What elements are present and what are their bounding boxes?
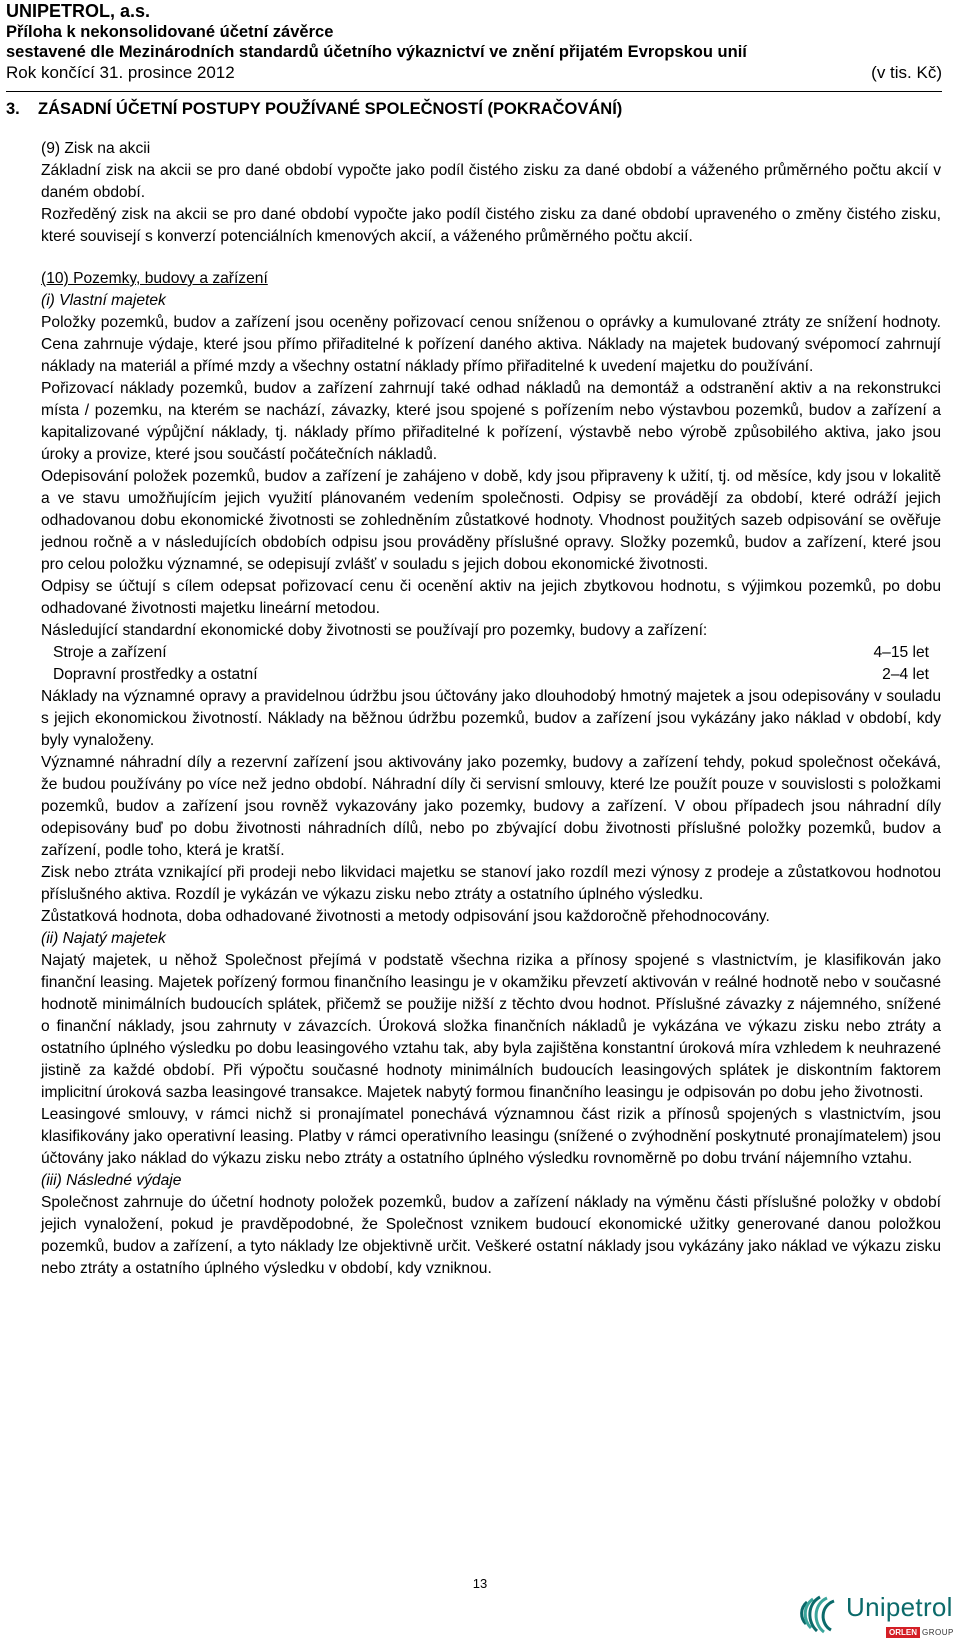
document-body	[41, 138, 941, 1280]
company-name: UNIPETROL, a.s.	[6, 1, 151, 21]
ppe-heading: (10) Pozemky, budovy a zařízení	[41, 270, 268, 287]
useful-life-value: 2–4 let	[882, 666, 929, 683]
useful-lives-table	[41, 642, 941, 686]
useful-life-row	[41, 642, 941, 664]
page-number: 13	[472, 1576, 488, 1591]
subsequent-costs-heading: (iii) Následné výdaje	[41, 1172, 182, 1189]
eps-paragraph-basic: Základní zisk na akcii se pro dané období vypočte jako podíl čistého zisku za dané období a váženého průměrného počtu akcií v daném období.	[41, 162, 941, 201]
useful-life-label: Dopravní prostředky a ostatní	[53, 666, 258, 683]
standard-line: sestavené dle Mezinárodních standardů účetního výkaznictví ve znění přijatém Evropskou unií	[6, 43, 747, 61]
useful-life-label: Stroje a zařízení	[53, 644, 167, 661]
page-header	[6, 0, 942, 84]
orlen-group-badge	[886, 1626, 954, 1638]
owned-assets-heading: (i) Vlastní majetek	[41, 292, 166, 309]
ppe-paragraph-4: Odpisy se účtují s cílem odepsat pořizovací cenu či ocenění aktiv na jejich zbytkovou hodnotu, s výjimkou pozemků, po dobu odhadované životnosti majetku lineární metodou.	[41, 578, 941, 617]
section-heading	[6, 100, 622, 119]
eps-paragraph-diluted: Rozředěný zisk na akcii se pro dané období vypočte jako podíl čistého zisku za dané období upraveného o změny čistého zisku, které souvisejí s konverzí potenciálních kmenových akcií, a váženého průměrného počtu akcií.	[41, 206, 941, 245]
ppe-paragraph-5: Následující standardní ekonomické doby životnosti se používají pro pozemky, budovy a zařízení:	[41, 622, 708, 639]
period-line	[6, 62, 942, 84]
unipetrol-logo	[794, 1590, 954, 1640]
orlen-label: ORLEN	[886, 1627, 920, 1638]
leased-paragraph-2: Leasingové smlouvy, v rámci nichž si pronajímatel ponechává významnou část rizik a přínosů spojených s vlastnictvím, jsou klasifikovány jako operativní leasing. Platby v rámci operativního leasingu (snížené o zvýhodnění poskytnuté pronajímatelem) jsou účtovány jako náklad do výkazu zisku nebo ztráty a ostatního úplného výsledku rovnoměrně po dobu trvání nájemního vztahu.	[41, 1106, 941, 1167]
useful-life-value: 4–15 let	[873, 644, 929, 661]
currency-label: (v tis. Kč)	[871, 63, 942, 82]
annex-title: Příloha k nekonsolidované účetní závěrce	[6, 23, 334, 41]
eps-heading: (9) Zisk na akcii	[41, 140, 151, 157]
header-divider	[6, 91, 942, 92]
leased-assets-heading: (ii) Najatý majetek	[41, 930, 166, 947]
ppe-paragraph-3: Odepisování položek pozemků, budov a zařízení je zahájeno v době, kdy jsou připraveny k užití, tj. od měsíce, kdy jsou v lokalitě a ve stavu umožňujícím jejich využití plánovaném vedením společnosti. Odpisy se provádějí za období, které odráží jejich odhadovanou dobu ekonomické životnosti se zohledněním zůstatkové hodnoty. Vhodnost použitých sazeb odpisování se ověřuje jednou ročně a v následujících obdobích odpisu jsou prováděny příslušné opravy. Složky pozemků, budov a zařízení, které jsou pro celou položku významné, se odepisují zvlášť v souladu s jejich dobou ekonomické životnosti.	[41, 468, 941, 573]
period-label: Rok končící 31. prosince 2012	[6, 63, 235, 82]
ppe-paragraph-7: Významné náhradní díly a rezervní zařízení jsou aktivovány jako pozemky, budovy a zařízení tehdy, pokud společnost očekává, že budou používány po více než jedno období. Náhradní díly či servisní smlouvy, které lze použít pouze v souvislosti s položkami pozemků, budov a zařízení jsou rovněž vykazovány jako pozemky, budovy a zařízení. V obou případech jsou náhradní díly odepisovány buď po dobu životnosti náhradních dílů, nebo po zbývající dobu životnosti příslušné položky pozemků, budov a zařízení, podle toho, která je kratší.	[41, 754, 941, 859]
ppe-paragraph-2: Pořizovací náklady pozemků, budov a zařízení zahrnují také odhad nákladů na demontáž a odstranění aktiv a na rekonstrukci místa / pozemku, na kterém se nachází, závazky, které jsou spojené s pořízením nebo výstavbou pozemků, budov a zařízení a kapitalizované výpůjční náklady, tj. náklady přímo přiřaditelné k pořízení, výstavbě nebo výrobě způsobilého aktiva, jako jsou úroky a provize, které jsou součástí počátečních nákladů.	[41, 380, 941, 463]
subsequent-costs-paragraph: Společnost zahrnuje do účetní hodnoty položek pozemků, budov a zařízení náklady na výměnu části příslušné položky v období jejich vynaložení, pokud je pravděpodobné, že Společnost vznikem budoucí ekonomické užitky generované danou položkou pozemků, budov a zařízení, a tyto náklady lze objektivně určit. Veškeré ostatní náklady jsou vykázány jako náklad ve výkazu zisku nebo ztráty a ostatního úplného výsledku v období, kdy vzniknou.	[41, 1194, 941, 1277]
logo-mark-icon	[794, 1590, 844, 1640]
ppe-paragraph-8: Zisk nebo ztráta vznikající při prodeji nebo likvidaci majetku se stanoví jako rozdíl mezi výnosy z prodeje a zůstatkovou hodnotou příslušného aktiva. Rozdíl je vykázán ve výkazu zisku nebo ztráty a ostatního úplného výsledku.	[41, 864, 941, 903]
useful-life-row	[41, 664, 941, 686]
section-number: 3.	[6, 100, 20, 118]
logo-wordmark: Unipetrol	[846, 1592, 953, 1622]
section-title: ZÁSADNÍ ÚČETNÍ POSTUPY POUŽÍVANÉ SPOLEČNOSTÍ (POKRAČOVÁNÍ)	[38, 100, 623, 118]
ppe-paragraph-6: Náklady na významné opravy a pravidelnou údržbu jsou účtovány jako dlouhodobý hmotný majetek a jsou odepisovány v souladu s jejich ekonomickou životností. Náklady na běžnou údržbu pozemků, budov a zařízení jsou vykázány jako náklad v období, kdy byly vynaloženy.	[41, 688, 941, 749]
group-label: GROUP	[922, 1627, 954, 1637]
ppe-paragraph-1: Položky pozemků, budov a zařízení jsou oceněny pořizovací cenou sníženou o oprávky a kumulované ztráty ze snížení hodnoty. Cena zahrnuje výdaje, které jsou přímo přiřaditelné k pořízení daného aktiva. Náklady na majetek budovaný svépomocí zahrnují náklady na materiál a přímé mzdy a všechny ostatní náklady přímo přiřaditelné k uvedení majetku do používání.	[41, 314, 941, 375]
leased-paragraph-1: Najatý majetek, u něhož Společnost přejímá v podstatě všechna rizika a přínosy spojené s vlastnictvím, je klasifikován jako finanční leasing. Majetek pořízený formou finančního leasingu je v okamžiku převzetí aktivován v reálné hodnotě nebo v současné hodnotě minimálních budoucích splátek, přičemž se použije nižší z těchto dvou hodnot. Příslušné závazky z nájemného, snížené o finanční náklady, jsou zahrnuty v závazcích. Úroková složka finančních nákladů je vykázána ve výkazu zisku nebo ztráty a ostatního úplného výsledku po dobu leasingového vztahu tak, aby byla zajištěna konstantní úroková míra vzhledem k neuhrazené jistině za každé období. Při výpočtu současné hodnoty minimálních budoucích leasingových splátek je diskontním faktorem implicitní úroková sazba leasingové transakce. Majetek nabytý formou finančního leasingu je odpisován po dobu jeho životnosti.	[41, 952, 941, 1101]
ppe-paragraph-9: Zůstatková hodnota, doba odhadované životnosti a metody odpisování jsou každoročně přehodnocovány.	[41, 908, 770, 925]
